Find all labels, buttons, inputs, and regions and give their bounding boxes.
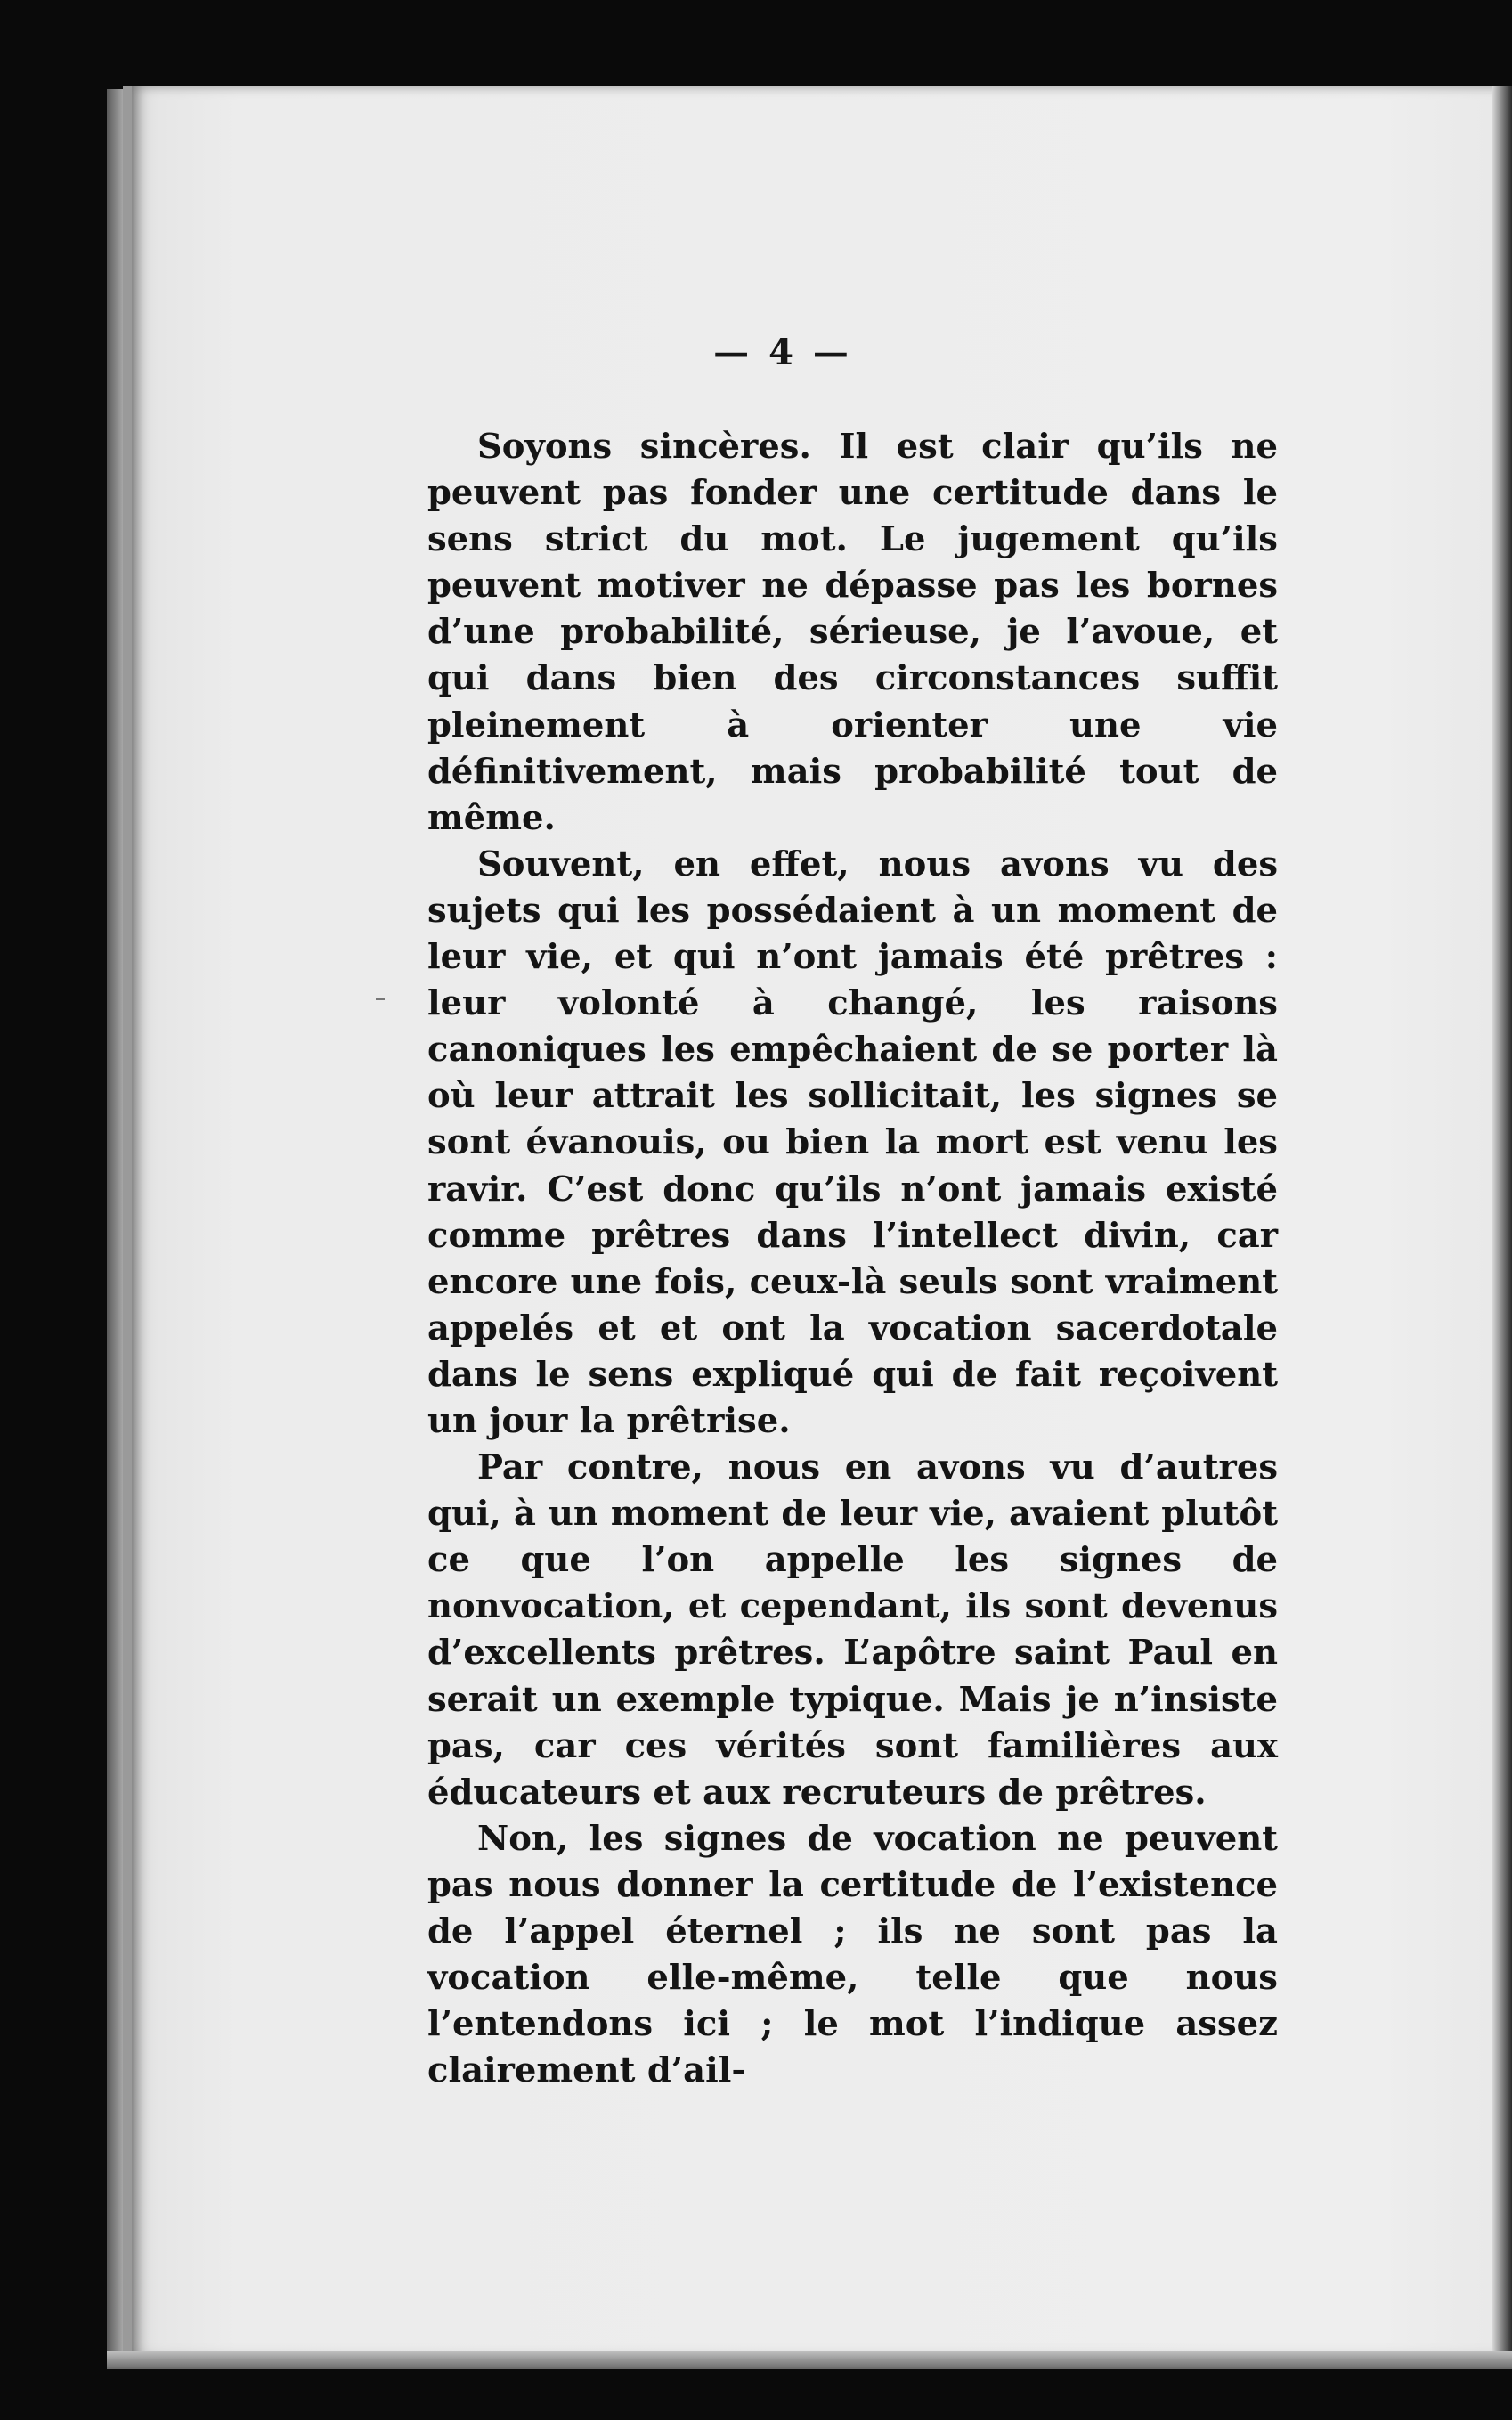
page-right-edge [1492, 86, 1512, 2366]
paragraph-2: Souvent, en effet, nous avons vu des sujets qui les possédaient à un moment de leur vie, et qui n’ont jamais été prêtres : leur volonté à changé, les raisons canoniques les empêchaient de se porter là où leur attrait les sollicitait, les signes se sont évanouis, ou bien la mort est venu les ravir. C’est donc qu’ils n’ont jamais existé comme prêtres dans l’intellect divin, car encore une fois, ceux-là seuls sont vraiment appelés et et ont la vocation sacerdotale dans le sens expliqué qui de fait reçoivent un jour la prêtrise. [427, 843, 1278, 1441]
body-text [427, 424, 1278, 2094]
paragraph-4: Non, les signes de vocation ne peuvent pas nous donner la certitude de l’existence de l’appel éternel ; ils ne sont pas la vocation elle-même, telle que nous l’entendons ici ; le mot l’indique assez clairement d’ail- [427, 1818, 1278, 2091]
stray-mark [376, 998, 385, 1000]
page-bottom-edge [107, 2351, 1512, 2369]
page-number: — 4 — [713, 331, 852, 373]
paragraph-3: Par contre, nous en avons vu d’autres qui, à un moment de leur vie, avaient plutôt ce que l’on appelle les signes de nonvocation, et cependant, ils sont devenus d’excellents prêtres. L’apôtre saint Paul en serait un exemple typique. Mais je n’insiste pas, car ces vérités sont familières aux éducateurs et aux recruteurs de prêtres. [427, 1447, 1278, 1813]
paragraph-1: Soyons sincères. Il est clair qu’ils ne peuvent pas fonder une certitude dans le sens strict du mot. Le jugement qu’ils peuvent motiver ne dépasse pas les bornes d’une probabilité, sérieuse, je l’avoue, et qui dans bien des circonstances suffit pleinement à orienter une vie définitivement, mais probabilité tout de même. [427, 427, 1278, 838]
